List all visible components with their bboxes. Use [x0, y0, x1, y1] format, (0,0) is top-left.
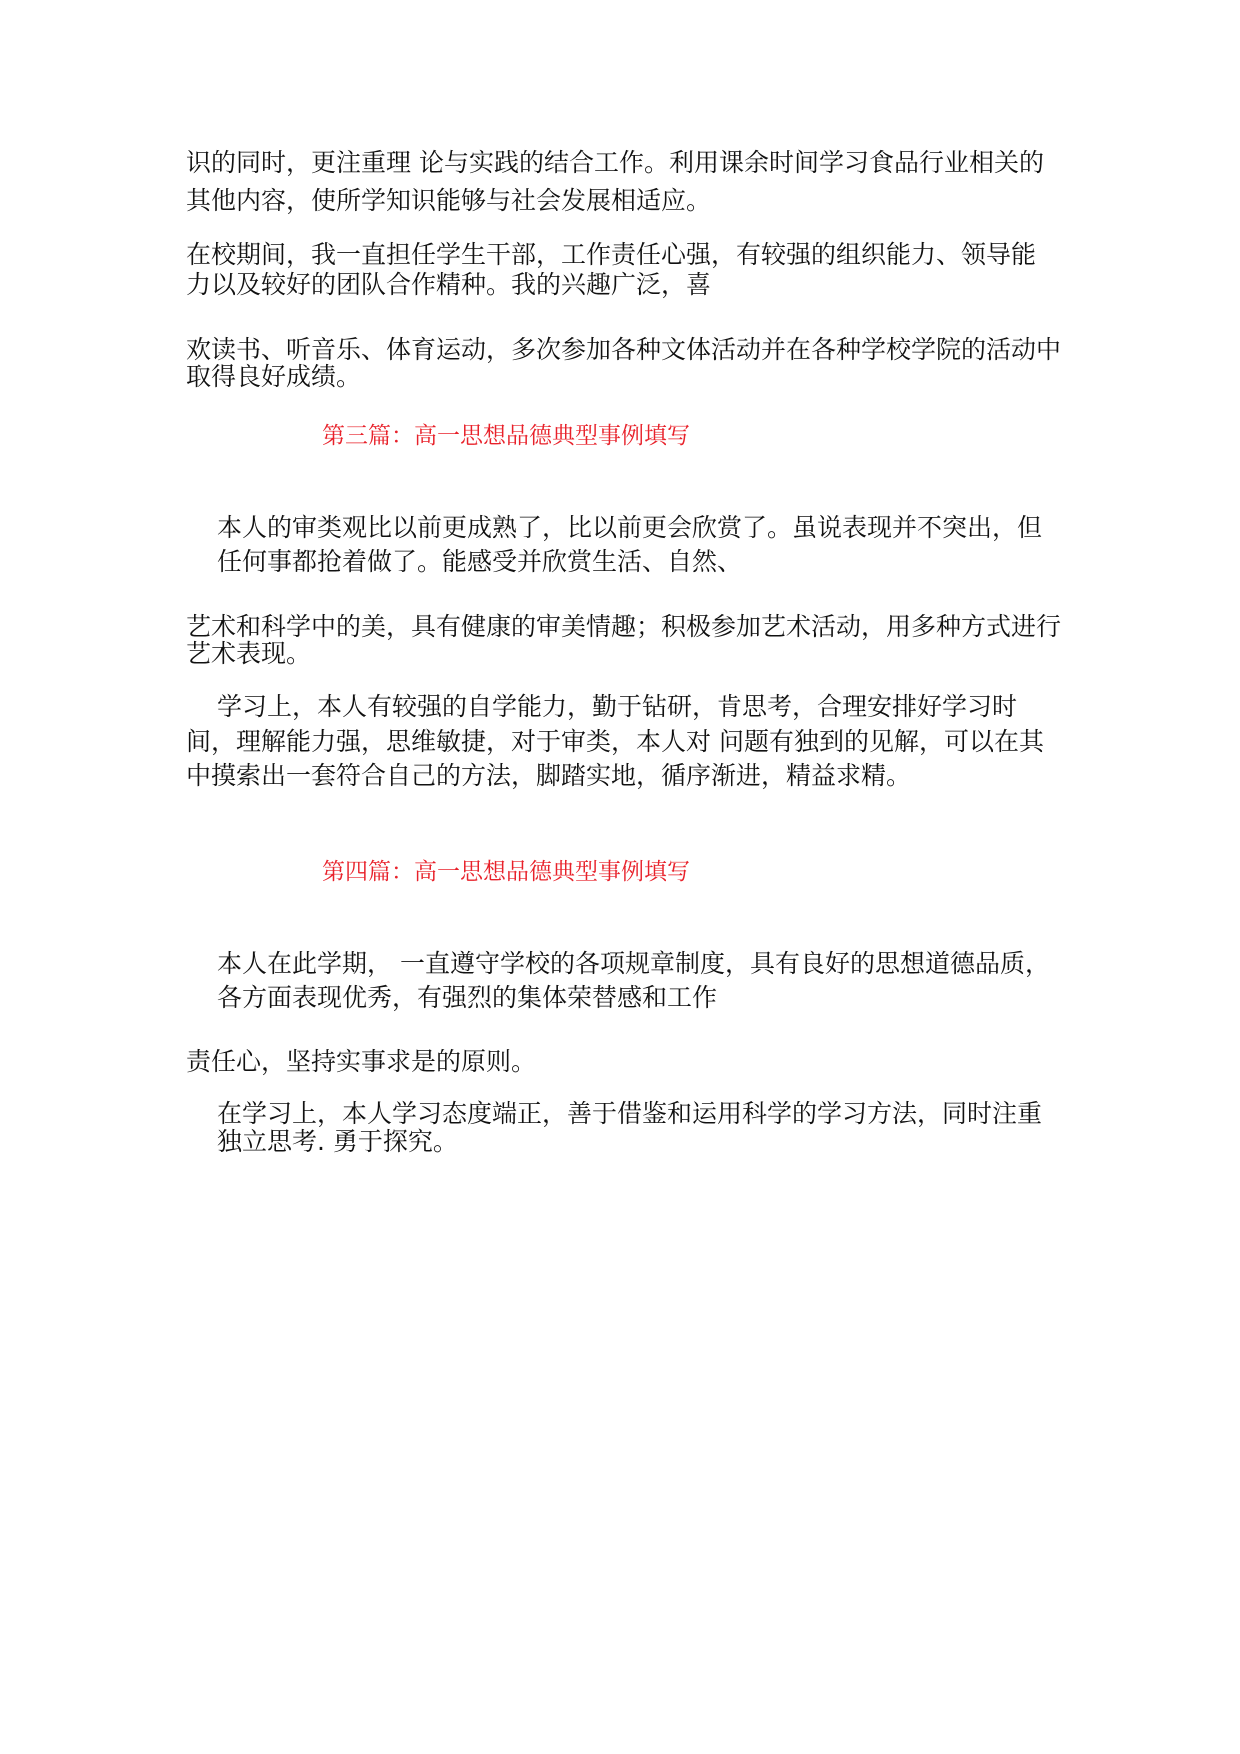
intro-para2-line2: 力以及较好的团队合作精种。我的兴趣广泛，喜 [186, 270, 712, 299]
intro-para3-line1: 欢读书、听音乐、体育运动，多次参加各种文体活动并在各种学校学院的活动中 [186, 335, 1062, 364]
section3-para3-line2: 间，理解能力强，思维敏捷，对于审类，本人对 问题有独到的见解，可以在其 [186, 727, 1044, 756]
section4-para3-line2: 独立思考. 勇于探究。 [217, 1127, 458, 1156]
intro-para2-line1: 在校期间，我一直担任学生干部，工作责任心强，有较强的组织能力、领导能 [186, 240, 1037, 269]
section3-para3-line3: 中摸索出一套符合自己的方法，脚踏实地，循序渐进，精益求精。 [186, 761, 912, 790]
section4-para1-line2: 各方面表现优秀，有强烈的集体荣替感和工作 [217, 983, 718, 1012]
section3-para1-line1: 本人的审类观比以前更成熟了，比以前更会欣赏了。虽说表现并不突出，但 [217, 513, 1043, 542]
intro-para3-line2: 取得良好成绩。 [186, 362, 362, 391]
section3-para2-line2: 艺术表现。 [186, 639, 312, 668]
intro-para1-line1: 识的同时，更注重理 论与实践的结合工作。利用课余时间学习食品行业相关的 [186, 148, 1044, 177]
section3-para3-line1: 学习上，本人有较强的自学能力，勤于钻研，肯思考，合理安排好学习时 [217, 692, 1018, 721]
section4-para1-line1: 本人在此学期， 一直遵守学校的各项规章制度，具有良好的思想道德品质， [217, 949, 1050, 978]
intro-para1-line2: 其他内容，使所学知识能够与社会发展相适应。 [186, 186, 712, 215]
section3-heading: 第三篇：高一思想品德典型事例填写 [322, 423, 690, 449]
section4-para2-line1: 责任心，坚持实事求是的原则。 [186, 1047, 537, 1076]
section3-para2-line1: 艺术和科学中的美，具有健康的审美情趣；积极参加艺术活动，用多种方式进行 [186, 612, 1062, 641]
section4-para3-line1: 在学习上，本人学习态度端正，善于借鉴和运用科学的学习方法，同时注重 [217, 1099, 1043, 1128]
section3-para1-line2: 任何事都抢着做了。能感受并欣赏生活、自然、 [217, 547, 743, 576]
section4-heading: 第四篇：高一思想品德典型事例填写 [322, 859, 690, 885]
